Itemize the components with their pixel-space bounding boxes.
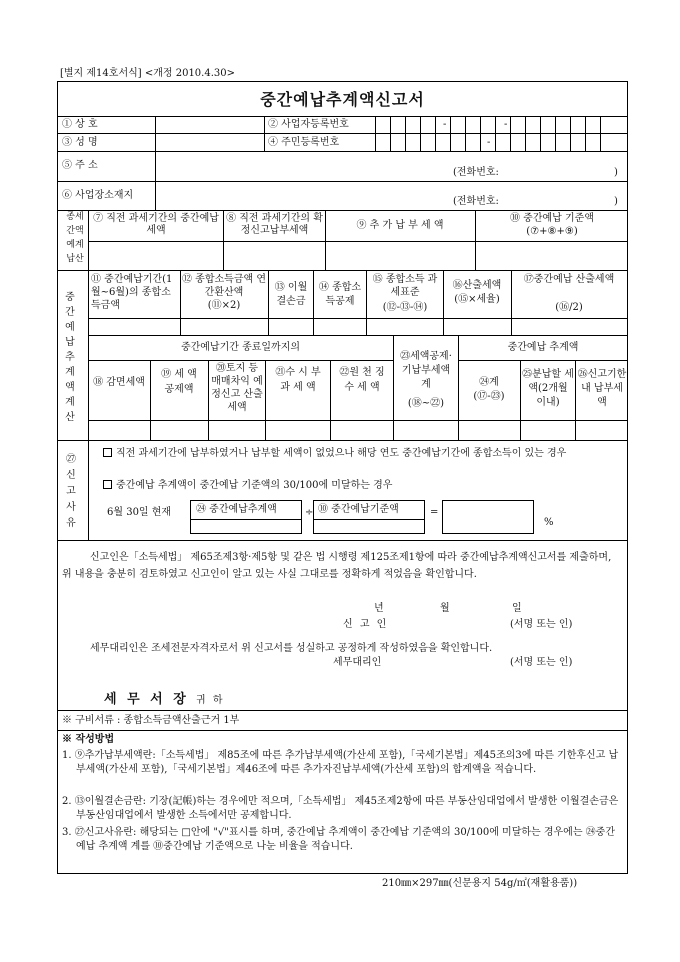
- col18-header: ⑱ 감면세액: [93, 377, 145, 388]
- section3-side-label: ㉗신고사유: [66, 454, 76, 529]
- date-month: 월: [440, 603, 450, 614]
- biz-reg-no-label: ② 사업자등록번호: [268, 119, 349, 130]
- phone-label-2: (전화번호:: [453, 196, 499, 207]
- col14-header: ⑭ 종합소득공제: [318, 282, 362, 307]
- declaration-text: 신고인은「소득세법」 제65조제3항·제5항 및 같은 법 시행령 제125조제1항에 따라 중간예납추계액신고서를 제출하며, 위 내용을 충분히 검토하였고 신고인이 알고 있는 사실 그대로를 정확하게 적었음을 확인합니다.: [62, 552, 612, 580]
- address-label: ⑤ 주 소: [62, 160, 98, 171]
- biz-reg-dash-2: -: [504, 119, 508, 130]
- phone-label-1: (전화번호:: [453, 167, 499, 178]
- phone-close-1: ): [614, 167, 618, 178]
- agent-sign[interactable]: (서명 또는 인): [510, 657, 573, 668]
- ratio-result-input[interactable]: [442, 500, 534, 534]
- tax-office-label: 세 무 서 장: [104, 692, 189, 707]
- ratio-box-24: ㉔ 중간예납추계액: [196, 504, 277, 515]
- form-number: [별지 제14호서식] <개정 2010.4.30>: [60, 68, 235, 79]
- attachments-note: ※ 구비서류 : 종합소득금액산출근거 1부: [62, 715, 240, 726]
- group-b-header: 중간예납 추계액: [507, 342, 579, 353]
- tax-office-suffix: 귀 하: [196, 695, 225, 706]
- reason-option-1[interactable]: [103, 446, 623, 461]
- col12-header: ⑫ 종합소득금액 연간환산액: [182, 274, 266, 298]
- col24-header: ㉔계: [479, 377, 499, 388]
- col21-header: ㉑수 시 부 과 세 액: [275, 367, 321, 393]
- col22-header: ㉒원 천 징 수 세 액: [339, 367, 385, 393]
- col17-header: ⑰중간예납 산출세액: [523, 274, 615, 285]
- applicant-label: 신 고 인: [343, 619, 389, 630]
- agent-label: 세무대리인: [333, 657, 382, 668]
- col9-header: ⑨ 추 가 납 부 세 액: [356, 220, 444, 231]
- col10-header: ⑩ 중간예납 기준액: [510, 213, 594, 224]
- resident-no-label: ④ 주민등록번호: [268, 137, 340, 148]
- reason-option-2[interactable]: [103, 478, 623, 493]
- col15-formula: (⑫-⑬-⑭): [382, 302, 428, 313]
- date-day: 일: [512, 603, 522, 614]
- checkbox-reason-2[interactable]: [103, 480, 112, 489]
- agent-declaration-text: 세무대리인은 조세전문자격자로서 위 신고서를 성실하고 공정하게 작성하였음을 확인합니다.: [90, 643, 493, 654]
- col10-formula: (⑦+⑧+⑨): [526, 226, 578, 237]
- col23-header: ㉓세액공제·기납부세액 계: [400, 351, 452, 390]
- paper-spec-footer: 210㎜×297㎜(신문용지 54g/㎡(재활용품)): [382, 878, 578, 889]
- biz-reg-dash-1: -: [443, 119, 447, 130]
- ratio-input-24[interactable]: [190, 520, 302, 534]
- page-title: 중간예납추계액신고서: [260, 90, 425, 109]
- instruction-item-1: 1. ⑨추가납부세액란:「소득세법」 제85조에 따른 추가납부세액(가산세 포함),「국세기본법」제45조의3에 따른 기한후신고 납부세액(가산세 포함),「국세기본법」제46조에 따른 추가자진납부세액(가산세 포함)의 합계액을 적습니다.: [62, 750, 619, 775]
- workplace-label: ⑥ 사업장소재지: [62, 190, 134, 201]
- col7-header: ⑦ 직전 과세기간의 중간예납세액: [93, 213, 219, 236]
- equals-sign: =: [430, 507, 439, 518]
- date-year: 년: [374, 603, 384, 614]
- ratio-input-10[interactable]: [313, 520, 425, 534]
- name-label: ③ 성 명: [62, 137, 98, 148]
- instructions-title: ※ 작성방법: [62, 734, 115, 745]
- col12-formula: (⑪×2): [207, 300, 241, 311]
- phone-close-2: ): [614, 196, 618, 207]
- col20-header: ⑳토지 등 매매차익 예정신고 산출세액: [211, 363, 263, 413]
- col26-header: ㉖신고기한 내 납부세액: [577, 369, 627, 408]
- col16-header: ⑯산출세액: [452, 280, 502, 291]
- col25-header: ㉕분납할 세액(2개월 이내): [522, 369, 574, 408]
- trade-name-label: ① 상 호: [62, 119, 98, 130]
- checkbox-reason-1[interactable]: [103, 448, 112, 457]
- col23-formula: (⑱~㉒): [407, 398, 445, 409]
- reason-option-1-text: 직전 과세기간에 납부하였거나 납부할 세액이 없었으나 해당 연도 중간예납기간에 종합소득이 있는 경우: [116, 448, 567, 459]
- col17-formula: (⑯/2): [555, 302, 583, 313]
- section1-side-label: 종세간액예계납산: [66, 212, 84, 264]
- col13-header: ⑬ 이월결손금: [274, 282, 308, 307]
- col16-formula: (⑮×세율): [454, 294, 500, 305]
- instruction-item-2: 2. ⑬이월결손금란: 기장(記帳)하는 경우에만 적으며,「소득세법」 제45조제2항에 따른 부동산임대업에서 발생한 이월결손금은 부동산임대업에서 발생한 소득에서만 공제합니다.: [62, 796, 619, 821]
- instruction-item-3: 3. ㉗신고사유란: 해당되는 □안에 "√"표시를 하며, 중간예납 추계액이 중간예납 기준액의 30/100에 미달하는 경우에는 ㉔중간예납 추계액 계를 ⑩중간예납 기준액으로 나눈 비율을 적습니다.: [62, 827, 615, 852]
- divide-sign: ÷: [305, 507, 314, 518]
- group-a-header: 중간예납기간 종료일까지의: [180, 342, 301, 353]
- col15-header: ⑮ 종합소득 과세표준: [372, 274, 438, 298]
- reason-option-2-text: 중간예납 추계액이 중간예납 기준액의 30/100에 미달하는 경우: [116, 480, 393, 491]
- col11-header: ⑪ 중간예납기간(1월~6월)의 종합소득금액: [91, 274, 173, 311]
- section2-side-label: 중간예납추계액계산: [65, 292, 75, 423]
- applicant-sign[interactable]: (서명 또는 인): [510, 619, 573, 630]
- col8-header: ⑧ 직전 과세기간의 확정신고납부세액: [226, 213, 323, 236]
- percent-sign: %: [544, 517, 554, 528]
- col19-header: ⑲ 세 액 공제액: [161, 369, 197, 395]
- col24-formula: (⑰-㉓): [473, 391, 505, 402]
- date-label: 6월 30일 현재: [107, 507, 172, 518]
- ratio-box-10: ⑩ 중간예납기준액: [318, 504, 399, 515]
- resident-no-dash: -: [487, 137, 491, 148]
